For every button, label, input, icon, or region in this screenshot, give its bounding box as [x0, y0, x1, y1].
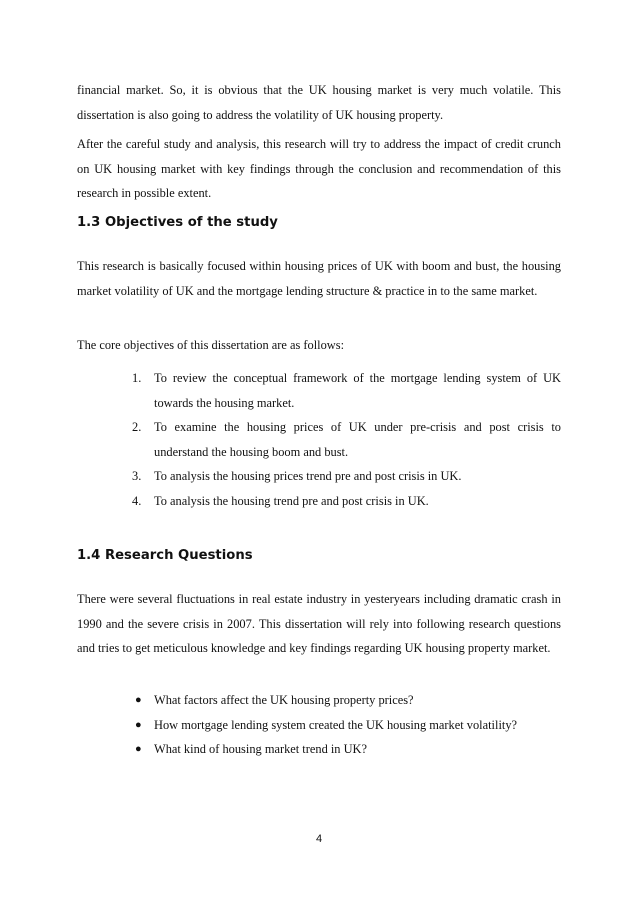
- list-item-text: How mortgage lending system created the UK housing market volatility?: [154, 717, 518, 732]
- bullet-icon: ●: [135, 694, 142, 706]
- list-item-number: 3.: [132, 469, 142, 483]
- list-item-text: To analysis the housing trend pre and post crisis in UK.: [154, 493, 429, 508]
- list-item-number: 2.: [132, 420, 142, 434]
- list-item: [132, 464, 561, 489]
- bullet-icon: ●: [135, 718, 142, 731]
- list-item-text: To examine the housing prices of UK under pre-crisis and post crisis to understand the housing boom and bust.: [154, 420, 561, 459]
- paragraph-study: After the careful study and analysis, this research will try to address the impact of credit crunch on UK housing market with key findings through the conclusion and recommendation of this research in possible extent.: [77, 137, 561, 200]
- list-item-number: 4.: [132, 493, 142, 508]
- section-heading-objectives: 1.3 Objectives of the study: [77, 215, 278, 230]
- list-item: [135, 688, 561, 713]
- bullet-icon: ●: [135, 743, 142, 755]
- list-item: [132, 415, 561, 464]
- list-item-text: What kind of housing market trend in UK?: [154, 742, 368, 756]
- list-item: [132, 366, 561, 415]
- paragraph-fluctuations: There were several fluctuations in real estate industry in yesteryears including dramatic crash in 1990 and the severe crisis in 2007. This dissertation will rely into following research questions and tries to get meticulous knowledge and key findings regarding UK housing property market.: [77, 592, 561, 655]
- page-number: 4: [315, 833, 323, 845]
- objectives-list: [132, 366, 561, 513]
- list-item: [135, 737, 561, 762]
- paragraph-intro: financial market. So, it is obvious that the UK housing market is very much volatile. This dissertation is also going to address the volatility of UK housing property.: [77, 83, 561, 122]
- section-heading-questions: 1.4 Research Questions: [77, 548, 253, 563]
- list-item-text: To review the conceptual framework of the mortgage lending system of UK towards the housing market.: [154, 371, 561, 410]
- list-item-number: 1.: [132, 371, 142, 385]
- paragraph-focus: This research is basically focused within housing prices of UK with boom and bust, the housing market volatility of UK and the mortgage lending structure & practice in to the same market.: [77, 259, 561, 298]
- list-item-text: To analysis the housing prices trend pre and post crisis in UK.: [154, 469, 462, 483]
- list-item-text: What factors affect the UK housing property prices?: [154, 693, 414, 707]
- list-item: [132, 489, 561, 514]
- list-item: [135, 713, 561, 738]
- questions-list: [135, 688, 561, 762]
- paragraph-core-objectives: The core objectives of this dissertation are as follows:: [77, 338, 345, 352]
